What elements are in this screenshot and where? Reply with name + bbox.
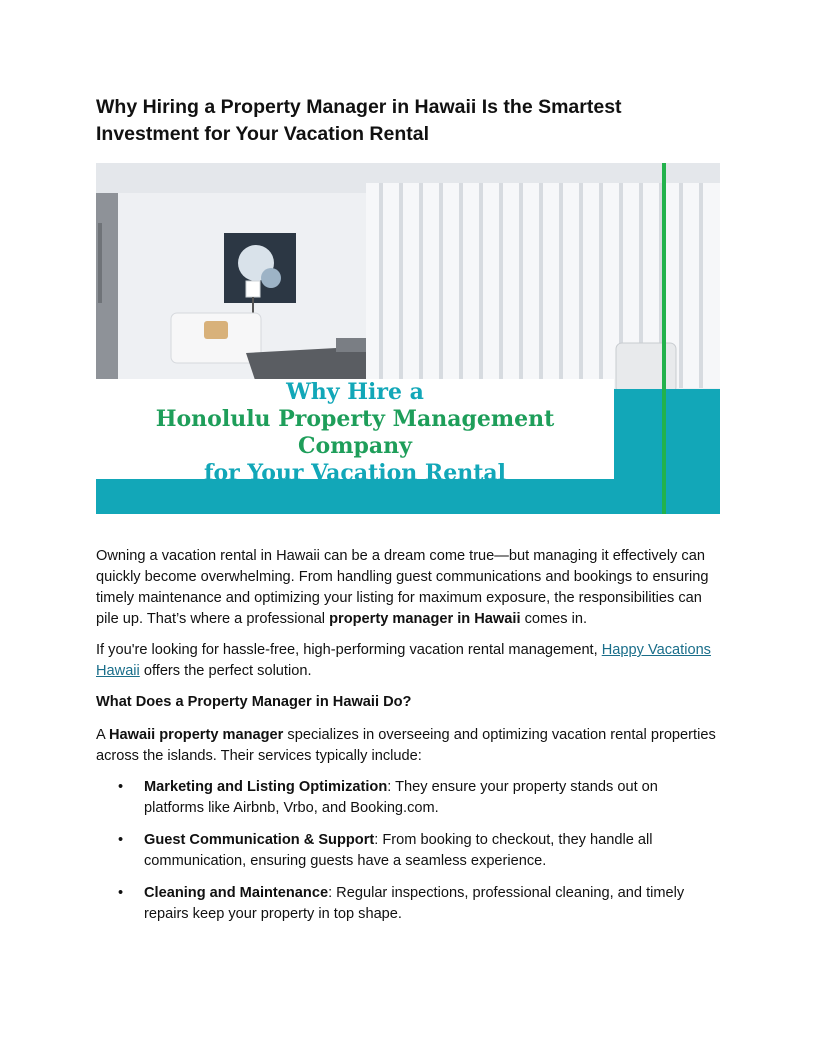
list-item: • Cleaning and Maintenance: Regular inspections, professional cleaning, and timely repairs keep your property in top shape. bbox=[118, 885, 685, 922]
bullet-icon: • bbox=[118, 832, 124, 848]
document-page bbox=[96, 94, 720, 936]
happy-vacations-link[interactable]: Happy Vacations Hawaii bbox=[96, 642, 711, 679]
list-item: • Guest Communication & Support: From booking to checkout, they handle all communication, ensuring guests have a seamless experience. bbox=[118, 832, 653, 869]
section-heading: What Does a Property Manager in Hawaii Do? bbox=[96, 694, 412, 710]
bullet-icon: • bbox=[118, 885, 124, 901]
services-list bbox=[96, 777, 720, 925]
hero-line-3: for Your Vacation Rental bbox=[204, 460, 506, 486]
hero-banner-image bbox=[96, 163, 720, 514]
hero-line-2: Honolulu Property Management Company bbox=[155, 406, 555, 459]
intro-bold: property manager in Hawaii bbox=[329, 611, 521, 627]
page-title: Why Hiring a Property Manager in Hawaii Is the Smartest Investment for Your Vacation Rental bbox=[96, 96, 622, 145]
bullet-icon: • bbox=[118, 779, 124, 795]
solution-paragraph: If you're looking for hassle-free, high-performing vacation rental management, Happy Vacations Hawaii offers the perfect solution. bbox=[96, 642, 711, 679]
intro-paragraph: Owning a vacation rental in Hawaii can be a dream come true—but managing it effectively can quickly become overwhelming. From handling guest communications and bookings to ensuring timely maintenance and optimizing your listing for maximum exposure, the responsibilities can pile up. That’s where a professional property manager in Hawaii comes in. bbox=[96, 548, 709, 627]
green-accent-line bbox=[662, 163, 666, 514]
list-item: • Marketing and Listing Optimization: They ensure your property stands out on platforms like Airbnb, Vrbo, and Booking.com. bbox=[118, 779, 658, 816]
hero-caption bbox=[96, 379, 614, 487]
services-intro-paragraph: A Hawaii property manager specializes in overseeing and optimizing vacation rental properties across the islands. Their services typically include: bbox=[96, 727, 716, 764]
hero-line-1: Why Hire a bbox=[286, 379, 424, 405]
article-body bbox=[96, 546, 720, 925]
